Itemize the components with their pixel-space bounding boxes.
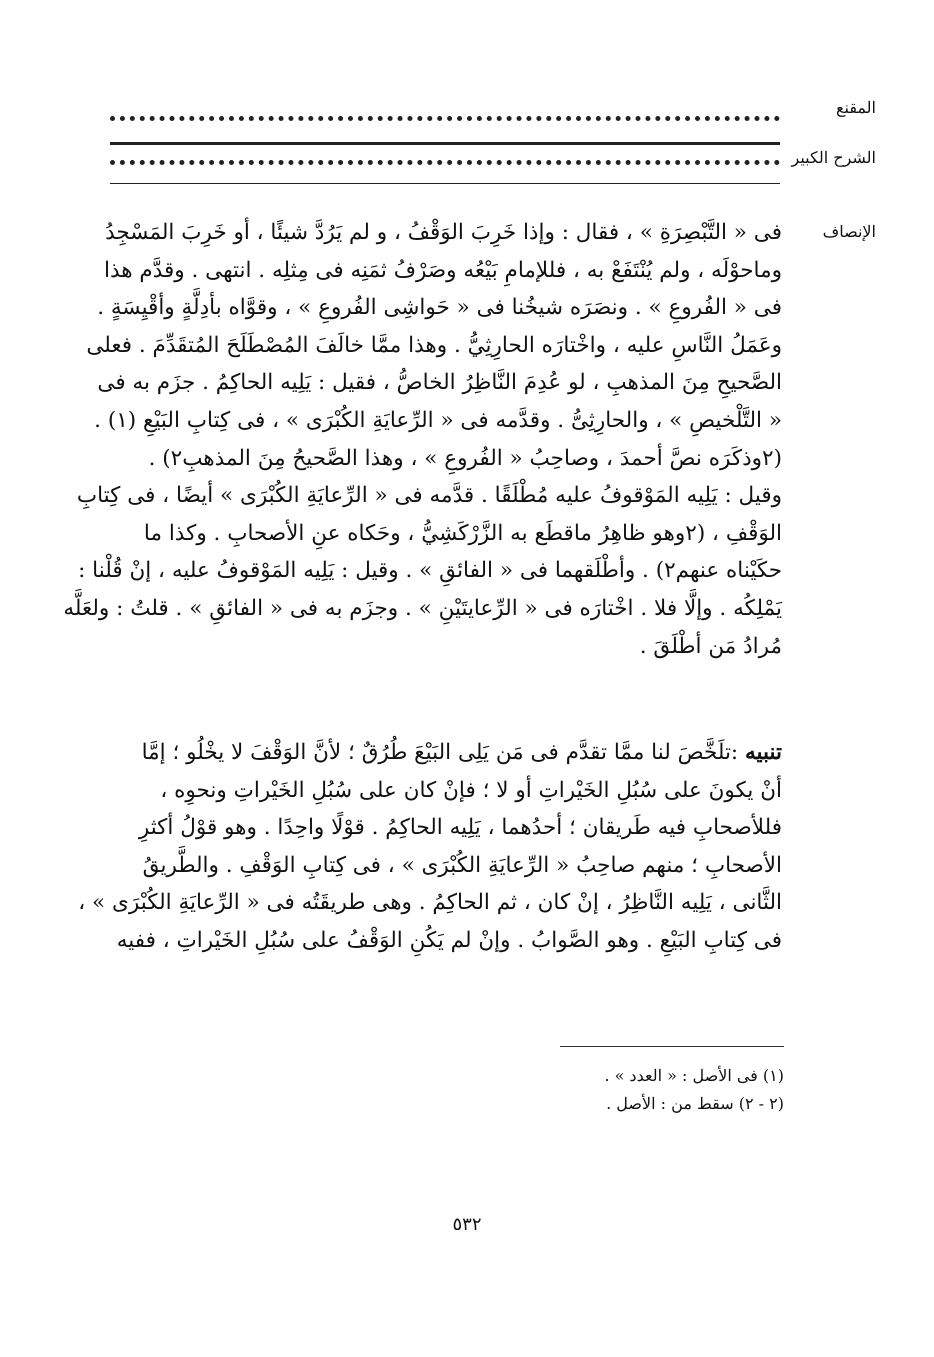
text-line: مُرادُ مَن أطْلَقَ . bbox=[639, 633, 782, 659]
text-line: يَمْلِكُه . وإلَّا فلا . اخْتارَه فى « الرِّعايتَيْنِ » . وجزَم به فى « الفائقِ » . قلتُ : ولعَلَّه bbox=[63, 595, 782, 621]
text-line bbox=[110, 734, 782, 772]
muqni-dotted-line bbox=[110, 116, 780, 121]
text-line: وقيل : يَلِيه المَوْقوفُ عليه مُطْلَقًا . قدَّمه فى « الرِّعايَةِ الكُبْرَى » أيضًا ، فى كِتابِ bbox=[76, 483, 782, 509]
header-label-muqni: المقنع bbox=[835, 98, 876, 117]
text-line: أنْ يكونَ على سُبُلِ الخَيْراتِ أو لا ؛ فإنْ كان على سُبُلِ الخَيْراتِ ونحوِه ، bbox=[160, 777, 782, 803]
text-line: فللأصحابِ فيه طَريقان ؛ أحدُهما ، يَلِيه الحاكِمُ . قوْلًا واحِدًا . وهو قوْلُ أكثرِ bbox=[138, 815, 782, 841]
tanbih-first-line: :تلَخَّصَ لنا ممَّا تقدَّم فى مَن يَلِى البَيْعَ طُرُقٌ ؛ لأنَّ الوَقْفَ لا يخْلُو ؛ إمَّا bbox=[141, 740, 739, 765]
footnote-rule bbox=[560, 1046, 784, 1047]
text-line: « التَّلْخيصِ » ، والحارِثِىُّ . وقدَّمه فى « الرِّعايَةِ الكُبْرَى » ، فى كِتابِ البَيْعِ (١) . bbox=[94, 407, 782, 433]
footnote-2: (٢ - ٢) سقط من : الأصل . bbox=[606, 1094, 784, 1113]
sharh-dotted-line bbox=[110, 160, 780, 165]
text-line: وعَمَلُ النَّاسِ عليه ، واخْتارَه الحارِثِيُّ . وهذا ممَّا خالَفَ المُصْطَلَحَ المُتقَدِّمَ . فعلى bbox=[86, 332, 782, 358]
text-line: الأصحابِ ؛ منهم صاحِبُ « الرِّعايَةِ الكُبْرَى » ، فى كِتابِ الوَقْفِ . والطَّريقُ bbox=[142, 852, 782, 878]
page-number: ٥٣٢ bbox=[452, 1214, 482, 1235]
text-line: حكَيْناه عنهم٢) . وأطْلَقهما فى « الفائقِ » . وقيل : يَلِيه المَوْقوفُ عليه ، إنْ قُلْنا : bbox=[78, 558, 782, 584]
header-label-sharh: الشرح الكبير bbox=[791, 148, 876, 167]
tanbih-label: تنبيه bbox=[745, 740, 782, 765]
text-line: الثَّانى ، يَلِيه النَّاظِرُ ، إنْ كان ، ثم الحاكِمُ . وهى طريقَتُه فى « الرِّعايَةِ الكُبْرَى » ، bbox=[78, 890, 782, 916]
footnote-1: (١) فى الأصل : « العدد » . bbox=[604, 1066, 784, 1085]
header-thick-rule bbox=[110, 142, 780, 145]
text-line: فى كِتابِ البَيْعِ . وهو الصَّوابُ . وإنْ لم يَكُنِ الوَقْفُ على سُبُلِ الخَيْراتِ ، ففيه bbox=[116, 927, 782, 953]
text-line: الوَقْفِ ، (٢وهو ظاهِرُ ماقطَع به الزَّرْكَشِيُّ ، وحَكاه عنِ الأصحابِ . وكذا ما bbox=[143, 520, 782, 546]
paragraph-main bbox=[63, 214, 782, 665]
section-label-insaf: الإنصاف bbox=[822, 222, 876, 241]
text-line: (٢وذكَرَه نصَّ أحمدَ ، وصاحِبُ « الفُروعِ » ، وهذا الصَّحيحُ مِنَ المذهبِ٢) . bbox=[148, 445, 782, 471]
text-line: فى « التَّبْصِرَةِ » ، فقال : وإذا خَرِبَ الوَقْفُ ، و لم يَرُدَّ شيئًا ، أو خَرِبَ المَسْجِدُ bbox=[105, 220, 782, 245]
text-line: فى « الفُروعِ » . ونصَرَه شيخُنا فى « حَواشِى الفُروعِ » ، وقوَّاه بأدِلَّةٍ وأقْيِسَةٍ . bbox=[97, 295, 782, 321]
paragraph-tanbih bbox=[78, 734, 782, 960]
text-line: وماحوْلَه ، ولم يُنْتَفَعْ به ، فللإمامِ بَيْعُه وصَرْفُ ثمَنِه فى مِثلِه . انتهى . وقدَّم هذا bbox=[103, 257, 782, 283]
footnotes bbox=[184, 1062, 784, 1118]
header-thin-rule bbox=[110, 183, 780, 184]
text-line: الصَّحيحِ مِنَ المذهبِ ، لو عُدِمَ النَّاظِرُ الخاصُّ ، فقيل : يَلِيه الحاكِمُ . جزَم به فى bbox=[97, 370, 782, 396]
